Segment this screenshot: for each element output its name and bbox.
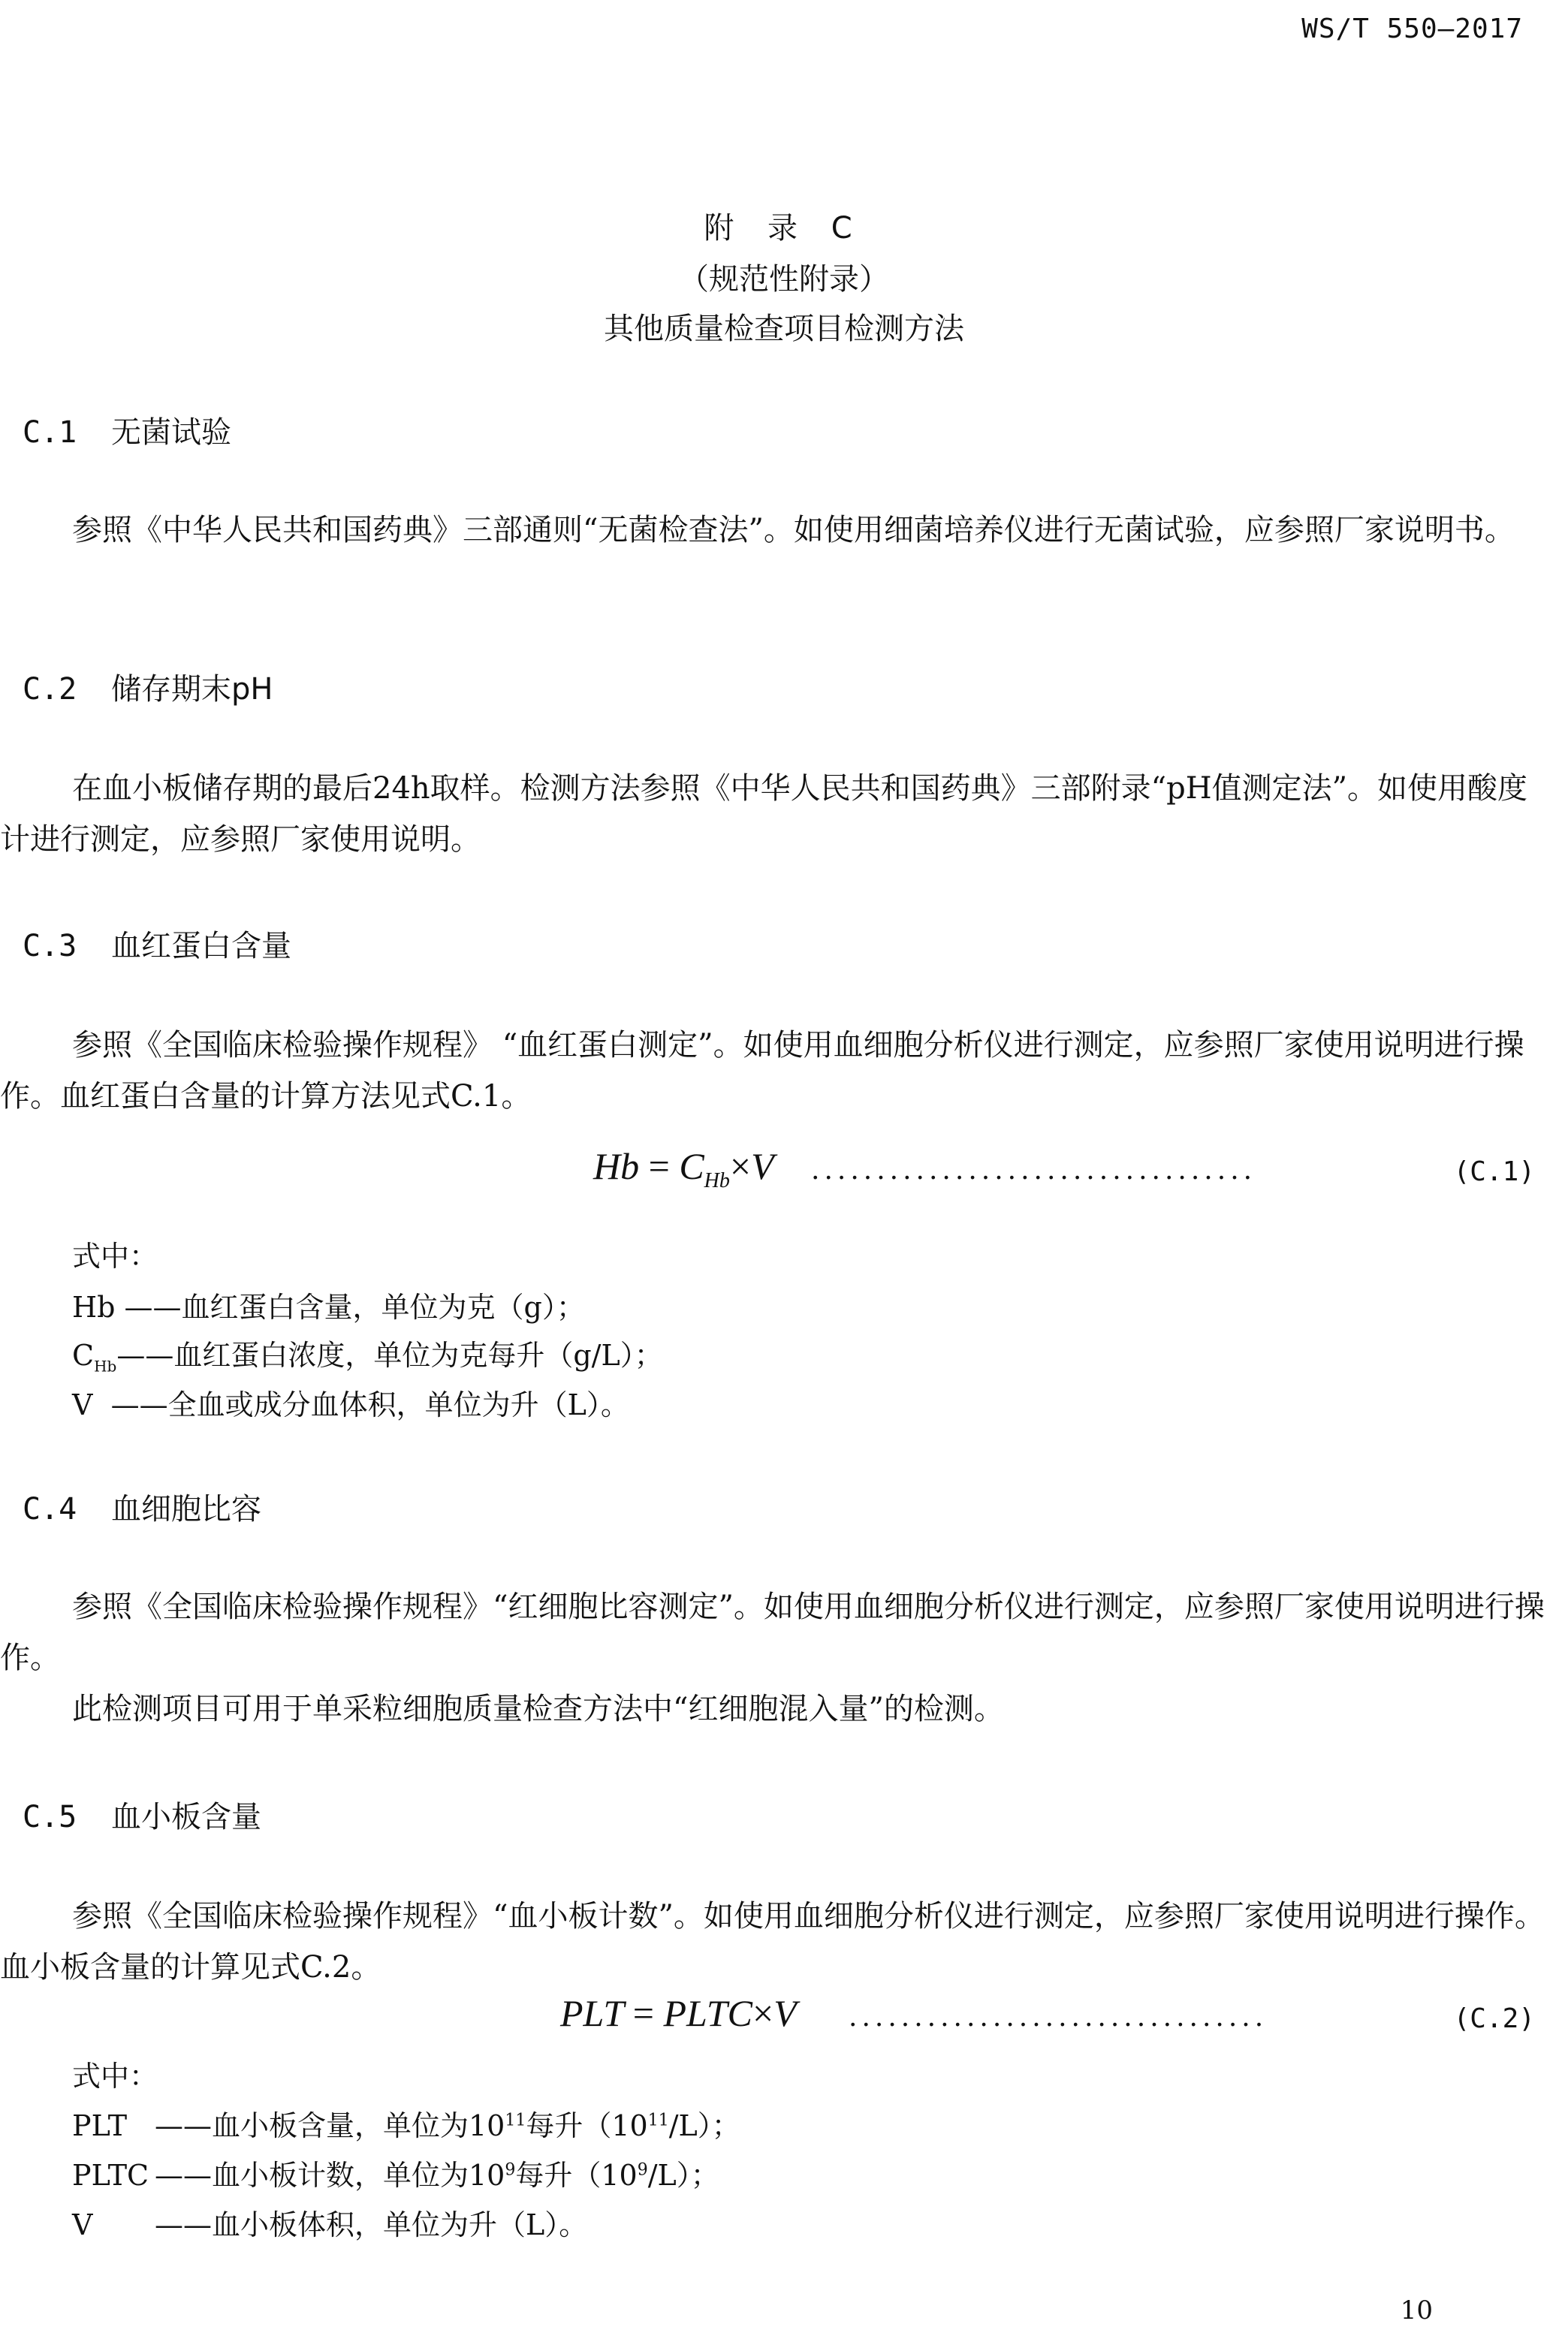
formula-leader-dots: ................................ <box>849 2002 1268 2033</box>
definition-chb <box>72 1332 663 1376</box>
section-number: C.5 <box>23 1800 77 1834</box>
formula-equals: = <box>648 1145 670 1187</box>
paragraph-text: 参照《中华人民共和国药典》三部通则“无菌检查法”。如使用细菌培养仪进行无菌试验，应参照厂家说明书。 <box>72 513 1515 547</box>
definition-exponent: 11 <box>647 2111 669 2130</box>
section-title: 储存期末pH <box>111 672 273 707</box>
definition-hb <box>72 1284 585 1325</box>
formula-v: V <box>773 1992 797 2034</box>
section-c5-paragraph <box>0 1891 1545 1993</box>
definition-symbol: Hb <box>72 1291 116 1324</box>
formula-c1 <box>593 1144 774 1193</box>
definition-exponent: 9 <box>505 2160 516 2180</box>
definition-v2 <box>72 2202 587 2243</box>
paragraph-text: 参照《全国临床检验操作规程》“血小板计数”。如使用血细胞分析仪进行测定，应参照厂家使用说明进行操作。血小板含量的计算见式C.2。 <box>0 1899 1545 1985</box>
formula-c2 <box>560 1991 797 2035</box>
section-title: 血小板含量 <box>111 1800 261 1834</box>
section-c5-heading <box>23 1793 261 1836</box>
definition-text: /L）； <box>647 2159 719 2192</box>
definition-text: ——血小板体积，单位为升（L）。 <box>155 2208 588 2241</box>
formula-lhs: PLT <box>560 1992 624 2034</box>
section-title: 血红蛋白含量 <box>111 929 291 963</box>
definition-text: ——血红蛋白含量，单位为克（g）； <box>115 1291 585 1324</box>
definition-text: ——血小板含量，单位为10 <box>155 2109 505 2142</box>
definition-symbol: C <box>72 1339 95 1372</box>
section-c3-paragraph <box>0 1020 1545 1122</box>
paragraph-text: 在血小板储存期的最后24h取样。检测方法参照《中华人民共和国药典》三部附录“pH值测定法”。如使用酸度计进行测定，应参照厂家使用说明。 <box>0 771 1528 857</box>
section-number: C.3 <box>23 929 77 963</box>
definition-pltc <box>72 2152 719 2193</box>
definition-symbol: PLT <box>72 2109 128 2142</box>
definition-text: /L）； <box>668 2109 740 2142</box>
definition-text: ——血小板计数，单位为10 <box>155 2159 505 2192</box>
where-label: 式中： <box>72 1240 158 1273</box>
definition-symbol: V <box>72 1388 93 1421</box>
formula-c: C <box>679 1145 704 1187</box>
definition-symbol: PLTC <box>72 2159 149 2192</box>
appendix-label: 附 录 C <box>704 211 864 246</box>
definition-exponent: 11 <box>505 2111 526 2130</box>
section-c4-paragraph-2 <box>0 1683 1545 1735</box>
formula-c-subscript: Hb <box>704 1169 730 1192</box>
formula-rhs: PLTC <box>663 1992 752 2034</box>
page-number: 10 <box>1400 2295 1433 2325</box>
standard-code: WS/T 550—2017 <box>1301 14 1523 44</box>
appendix-nature: （规范性附录） <box>679 262 889 297</box>
definition-text: 每升（10 <box>526 2109 648 2142</box>
section-c4-heading <box>23 1485 261 1528</box>
section-c2-heading <box>23 665 273 708</box>
paragraph-text: 此检测项目可用于单采粒细胞质量检查方法中“红细胞混入量”的检测。 <box>72 1692 1004 1726</box>
formula-number: (C.2) <box>1453 2003 1535 2034</box>
definition-text: 每升（10 <box>515 2159 638 2192</box>
definition-text: ——全血或成分血体积，单位为升（L）。 <box>92 1388 629 1421</box>
section-number: C.1 <box>23 415 77 450</box>
formula-leader-dots: .................................. <box>811 1155 1257 1186</box>
section-c3-heading <box>23 922 291 965</box>
definition-exponent: 9 <box>637 2160 648 2180</box>
appendix-title: 其他质量检查项目检测方法 <box>604 312 964 346</box>
formula-lhs: Hb <box>593 1145 640 1187</box>
definition-symbol: V <box>72 2208 93 2241</box>
section-c1-heading <box>23 408 231 451</box>
paragraph-text: 参照《全国临床检验操作规程》 “血红蛋白测定”。如使用血细胞分析仪进行测定，应参照厂家使用说明进行操作。血红蛋白含量的计算方法见式C.1。 <box>0 1028 1524 1114</box>
definition-text: ——血红蛋白浓度，单位为克每升（g/L）； <box>116 1339 663 1372</box>
section-number: C.2 <box>23 672 77 707</box>
section-title: 无菌试验 <box>111 415 231 450</box>
formula-times: × <box>729 1145 752 1187</box>
section-c1-paragraph <box>0 505 1545 556</box>
formula-v: V <box>751 1145 774 1187</box>
definition-symbol-subscript: Hb <box>94 1357 117 1376</box>
formula-number: (C.1) <box>1453 1156 1535 1187</box>
formula-equals: = <box>632 1992 654 2034</box>
section-number: C.4 <box>23 1492 77 1527</box>
definition-plt <box>72 2102 740 2144</box>
definition-v <box>72 1382 629 1423</box>
section-c2-paragraph <box>0 763 1545 865</box>
section-title: 血细胞比容 <box>111 1492 261 1527</box>
where-label: 式中： <box>72 2060 158 2093</box>
paragraph-text: 参照《全国临床检验操作规程》“红细胞比容测定”。如使用血细胞分析仪进行测定，应参照厂家使用说明进行操作。 <box>0 1590 1545 1675</box>
formula-times: × <box>752 1992 774 2034</box>
section-c4-paragraph <box>0 1581 1545 1683</box>
